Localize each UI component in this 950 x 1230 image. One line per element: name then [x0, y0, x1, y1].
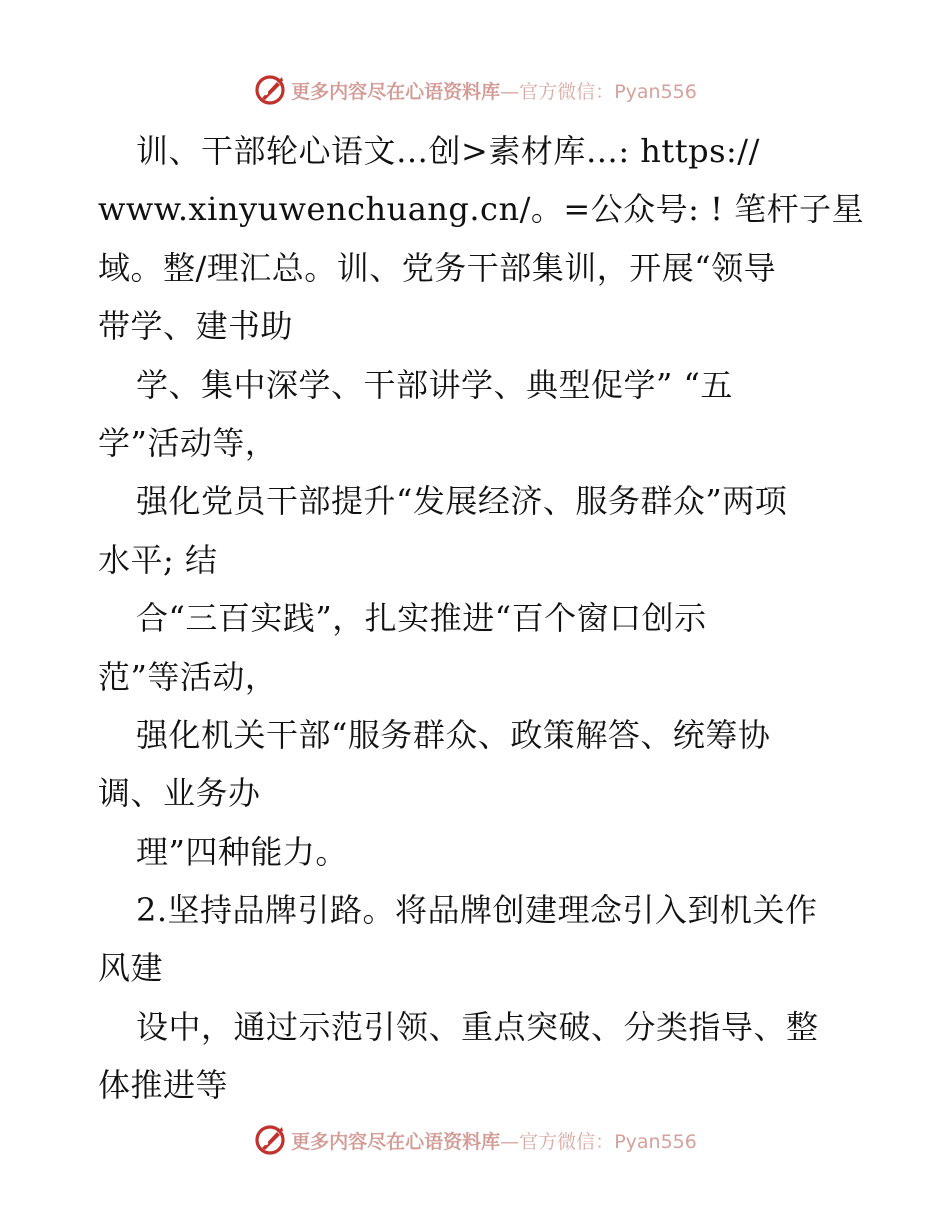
text-line: 设中，通过示范引领、重点突破、分类指导、整: [136, 1007, 819, 1046]
text-line: 学”活动等，: [98, 423, 278, 462]
text-line: 风建: [98, 949, 164, 988]
document-body: [98, 122, 868, 1115]
watermark-label: 官方微信：: [519, 1130, 615, 1153]
watermark-id: Pyan556: [614, 1130, 697, 1153]
watermark-text: [291, 1127, 697, 1154]
header-watermark-banner: [0, 70, 950, 110]
text-line: 强化机关干部“服务群众、政策解答、统筹协: [136, 715, 771, 754]
text-line: 带学、建书助: [98, 307, 294, 346]
text-line: 合“三百实践”，扎实推进“百个窗口创示: [136, 599, 707, 638]
text-line: 调、业务办: [98, 774, 261, 813]
quill-logo-icon: [253, 1123, 287, 1157]
text-line: 域。整/理汇总。训、党务干部集训，开展“领导: [98, 248, 777, 287]
watermark-label: 官方微信：: [519, 80, 615, 103]
text-line: 理”四种能力。: [136, 832, 348, 871]
text-line: 范”等活动，: [98, 657, 278, 696]
text-line: 学、集中深学、干部讲学、典型促学” “五: [136, 365, 733, 404]
text-line: www.xinyuwenchuang.cn/。=公众号: ! 笔杆子星: [98, 190, 865, 229]
watermark-brand: 更多内容尽在心语资料库: [291, 80, 501, 103]
quill-logo-icon: [253, 73, 287, 107]
watermark-id: Pyan556: [614, 80, 697, 103]
text-line: 强化党员干部提升“发展经济、服务群众”两项: [136, 482, 788, 521]
watermark-brand: 更多内容尽在心语资料库: [291, 1130, 501, 1153]
text-line: 体推进等: [98, 1066, 229, 1105]
footer-watermark-banner: [0, 1120, 950, 1160]
watermark-dash: —: [500, 1130, 520, 1153]
text-line: 训、干部轮心语文…创>素材库…: https://: [136, 132, 760, 170]
watermark-text: [291, 77, 697, 104]
text-line: 水平; 结: [98, 540, 218, 579]
text-line: 2.坚持品牌引路。将品牌创建理念引入到机关作: [136, 891, 818, 930]
watermark-dash: —: [500, 80, 520, 103]
